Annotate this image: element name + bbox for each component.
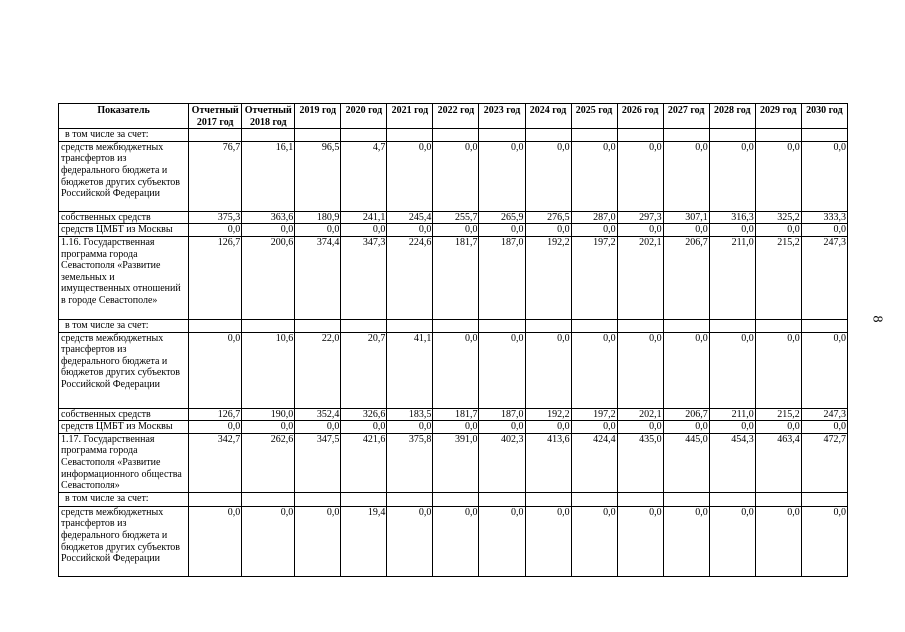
value-cell [755,492,801,506]
value-cell: 0,0 [341,224,387,237]
row-label: средств межбюджетных трансфертов из федерального бюджета и бюджетов других субъектов Российской Федерации [59,506,189,576]
row-label: средств ЦМБТ из Москвы [59,421,189,434]
value-cell: 211,0 [709,236,755,319]
value-cell: 19,4 [341,506,387,576]
value-cell: 247,3 [801,236,847,319]
value-cell: 4,7 [341,141,387,211]
value-cell: 391,0 [433,433,479,492]
header-2020: 2020 год [341,104,387,129]
value-cell: 307,1 [663,211,709,224]
value-cell [755,129,801,142]
value-cell: 247,3 [801,408,847,421]
value-cell: 0,0 [617,506,663,576]
value-cell: 0,0 [755,421,801,434]
value-cell: 0,0 [663,141,709,211]
value-cell [525,319,571,332]
value-cell [709,319,755,332]
value-cell [189,129,242,142]
header-2017: Отчетный 2017 год [189,104,242,129]
value-cell [295,492,341,506]
table-row [59,506,848,576]
value-cell: 424,4 [571,433,617,492]
table-row [59,421,848,434]
value-cell [525,492,571,506]
value-cell [663,319,709,332]
value-cell: 200,6 [242,236,295,319]
value-cell [801,492,847,506]
value-cell: 211,0 [709,408,755,421]
value-cell: 402,3 [479,433,525,492]
header-2026: 2026 год [617,104,663,129]
value-cell: 0,0 [387,506,433,576]
value-cell: 0,0 [709,506,755,576]
value-cell: 22,0 [295,332,341,408]
value-cell: 0,0 [663,224,709,237]
value-cell [479,129,525,142]
value-cell [709,129,755,142]
value-cell: 197,2 [571,236,617,319]
value-cell: 0,0 [617,224,663,237]
value-cell: 0,0 [801,421,847,434]
value-cell: 192,2 [525,408,571,421]
value-cell: 0,0 [525,141,571,211]
value-cell: 197,2 [571,408,617,421]
value-cell: 0,0 [479,421,525,434]
header-2029: 2029 год [755,104,801,129]
value-cell: 0,0 [709,421,755,434]
value-cell: 421,6 [341,433,387,492]
value-cell: 0,0 [295,224,341,237]
value-cell: 0,0 [387,224,433,237]
value-cell: 215,2 [755,236,801,319]
value-cell: 10,6 [242,332,295,408]
value-cell: 206,7 [663,236,709,319]
value-cell [387,492,433,506]
value-cell: 0,0 [571,506,617,576]
value-cell [341,319,387,332]
row-label: средств межбюджетных трансфертов из федерального бюджета и бюджетов других субъектов Российской Федерации [59,141,189,211]
value-cell: 183,5 [387,408,433,421]
value-cell: 413,6 [525,433,571,492]
value-cell: 342,7 [189,433,242,492]
value-cell [801,129,847,142]
value-cell [189,319,242,332]
value-cell: 0,0 [709,141,755,211]
value-cell: 0,0 [663,506,709,576]
value-cell: 224,6 [387,236,433,319]
value-cell [341,492,387,506]
value-cell [295,129,341,142]
value-cell [617,319,663,332]
value-cell: 0,0 [755,506,801,576]
header-indicator: Показатель [59,104,189,129]
value-cell: 0,0 [709,224,755,237]
value-cell: 202,1 [617,236,663,319]
value-cell [755,319,801,332]
value-cell [571,129,617,142]
value-cell [617,492,663,506]
value-cell: 347,3 [341,236,387,319]
value-cell: 126,7 [189,236,242,319]
table-row [59,433,848,492]
value-cell: 0,0 [189,332,242,408]
value-cell: 472,7 [801,433,847,492]
value-cell: 76,7 [189,141,242,211]
value-cell: 333,3 [801,211,847,224]
value-cell [341,129,387,142]
value-cell: 41,1 [387,332,433,408]
value-cell: 0,0 [387,421,433,434]
header-2021: 2021 год [387,104,433,129]
row-label: средств межбюджетных трансфертов из федерального бюджета и бюджетов других субъектов Российской Федерации [59,332,189,408]
value-cell: 0,0 [801,224,847,237]
value-cell: 0,0 [189,421,242,434]
value-cell: 325,2 [755,211,801,224]
value-cell: 245,4 [387,211,433,224]
value-cell [663,492,709,506]
value-cell: 374,4 [295,236,341,319]
value-cell: 0,0 [525,332,571,408]
value-cell: 190,0 [242,408,295,421]
value-cell: 0,0 [433,506,479,576]
row-label: собственных средств [59,408,189,421]
value-cell: 0,0 [242,421,295,434]
value-cell: 0,0 [663,332,709,408]
value-cell [571,492,617,506]
value-cell [433,129,479,142]
value-cell: 0,0 [571,224,617,237]
value-cell: 202,1 [617,408,663,421]
table-body [59,129,848,577]
value-cell [479,319,525,332]
value-cell: 192,2 [525,236,571,319]
budget-table [58,103,848,577]
header-2030: 2030 год [801,104,847,129]
value-cell: 206,7 [663,408,709,421]
value-cell: 215,2 [755,408,801,421]
value-cell: 187,0 [479,408,525,421]
table-header [59,104,848,129]
value-cell: 0,0 [189,224,242,237]
value-cell: 0,0 [801,141,847,211]
value-cell: 352,4 [295,408,341,421]
table-row [59,319,848,332]
table-row [59,236,848,319]
value-cell: 375,3 [189,211,242,224]
value-cell: 20,7 [341,332,387,408]
value-cell [433,492,479,506]
value-cell: 0,0 [479,332,525,408]
header-2024: 2024 год [525,104,571,129]
header-2022: 2022 год [433,104,479,129]
value-cell: 126,7 [189,408,242,421]
value-cell: 0,0 [755,224,801,237]
value-cell [801,319,847,332]
table-row [59,408,848,421]
value-cell: 0,0 [242,506,295,576]
value-cell: 0,0 [755,332,801,408]
value-cell: 375,8 [387,433,433,492]
table-row [59,332,848,408]
value-cell [663,129,709,142]
value-cell [525,129,571,142]
value-cell: 262,6 [242,433,295,492]
value-cell: 16,1 [242,141,295,211]
value-cell [433,319,479,332]
value-cell: 265,9 [479,211,525,224]
value-cell: 0,0 [571,141,617,211]
value-cell: 0,0 [663,421,709,434]
row-label: в том числе за счет: [59,129,189,142]
value-cell [387,319,433,332]
value-cell: 0,0 [189,506,242,576]
value-cell: 363,6 [242,211,295,224]
value-cell: 241,1 [341,211,387,224]
value-cell: 180,9 [295,211,341,224]
value-cell: 0,0 [571,332,617,408]
value-cell [571,319,617,332]
value-cell: 0,0 [617,332,663,408]
value-cell: 0,0 [525,506,571,576]
value-cell [617,129,663,142]
value-cell [295,319,341,332]
value-cell: 0,0 [479,224,525,237]
value-cell: 181,7 [433,408,479,421]
table-row [59,492,848,506]
header-2028: 2028 год [709,104,755,129]
table-row [59,224,848,237]
value-cell: 0,0 [341,421,387,434]
value-cell: 187,0 [479,236,525,319]
header-2025: 2025 год [571,104,617,129]
value-cell: 454,3 [709,433,755,492]
value-cell: 96,5 [295,141,341,211]
header-row [59,104,848,129]
value-cell [479,492,525,506]
value-cell: 0,0 [525,224,571,237]
value-cell: 0,0 [242,224,295,237]
value-cell: 0,0 [295,506,341,576]
value-cell: 0,0 [755,141,801,211]
value-cell: 0,0 [387,141,433,211]
value-cell: 0,0 [525,421,571,434]
value-cell [242,492,295,506]
table-row [59,141,848,211]
header-2023: 2023 год [479,104,525,129]
value-cell: 347,5 [295,433,341,492]
row-label: 1.16. Государственная программа города Севастополя «Развитие земельных и имущественных отношений в городе Севастополе» [59,236,189,319]
value-cell: 287,0 [571,211,617,224]
value-cell: 0,0 [433,224,479,237]
value-cell: 0,0 [479,141,525,211]
row-label: собственных средств [59,211,189,224]
value-cell: 0,0 [801,332,847,408]
value-cell: 326,6 [341,408,387,421]
value-cell: 0,0 [617,421,663,434]
page-number: 8 [869,315,885,323]
value-cell: 0,0 [801,506,847,576]
table-row [59,129,848,142]
value-cell [242,319,295,332]
value-cell: 0,0 [571,421,617,434]
row-label: в том числе за счет: [59,492,189,506]
value-cell [709,492,755,506]
value-cell: 0,0 [709,332,755,408]
header-2027: 2027 год [663,104,709,129]
value-cell: 0,0 [295,421,341,434]
value-cell [189,492,242,506]
value-cell [387,129,433,142]
value-cell: 435,0 [617,433,663,492]
row-label: средств ЦМБТ из Москвы [59,224,189,237]
value-cell [242,129,295,142]
value-cell: 0,0 [617,141,663,211]
value-cell: 0,0 [433,421,479,434]
value-cell: 0,0 [433,332,479,408]
value-cell: 463,4 [755,433,801,492]
table-row [59,211,848,224]
value-cell: 297,3 [617,211,663,224]
value-cell: 181,7 [433,236,479,319]
row-label: в том числе за счет: [59,319,189,332]
value-cell: 0,0 [479,506,525,576]
header-2018: Отчетный 2018 год [242,104,295,129]
value-cell: 255,7 [433,211,479,224]
value-cell: 0,0 [433,141,479,211]
row-label: 1.17. Государственная программа города Севастополя «Развитие информационного общества Севастополя» [59,433,189,492]
value-cell: 276,5 [525,211,571,224]
value-cell: 445,0 [663,433,709,492]
value-cell: 316,3 [709,211,755,224]
header-2019: 2019 год [295,104,341,129]
